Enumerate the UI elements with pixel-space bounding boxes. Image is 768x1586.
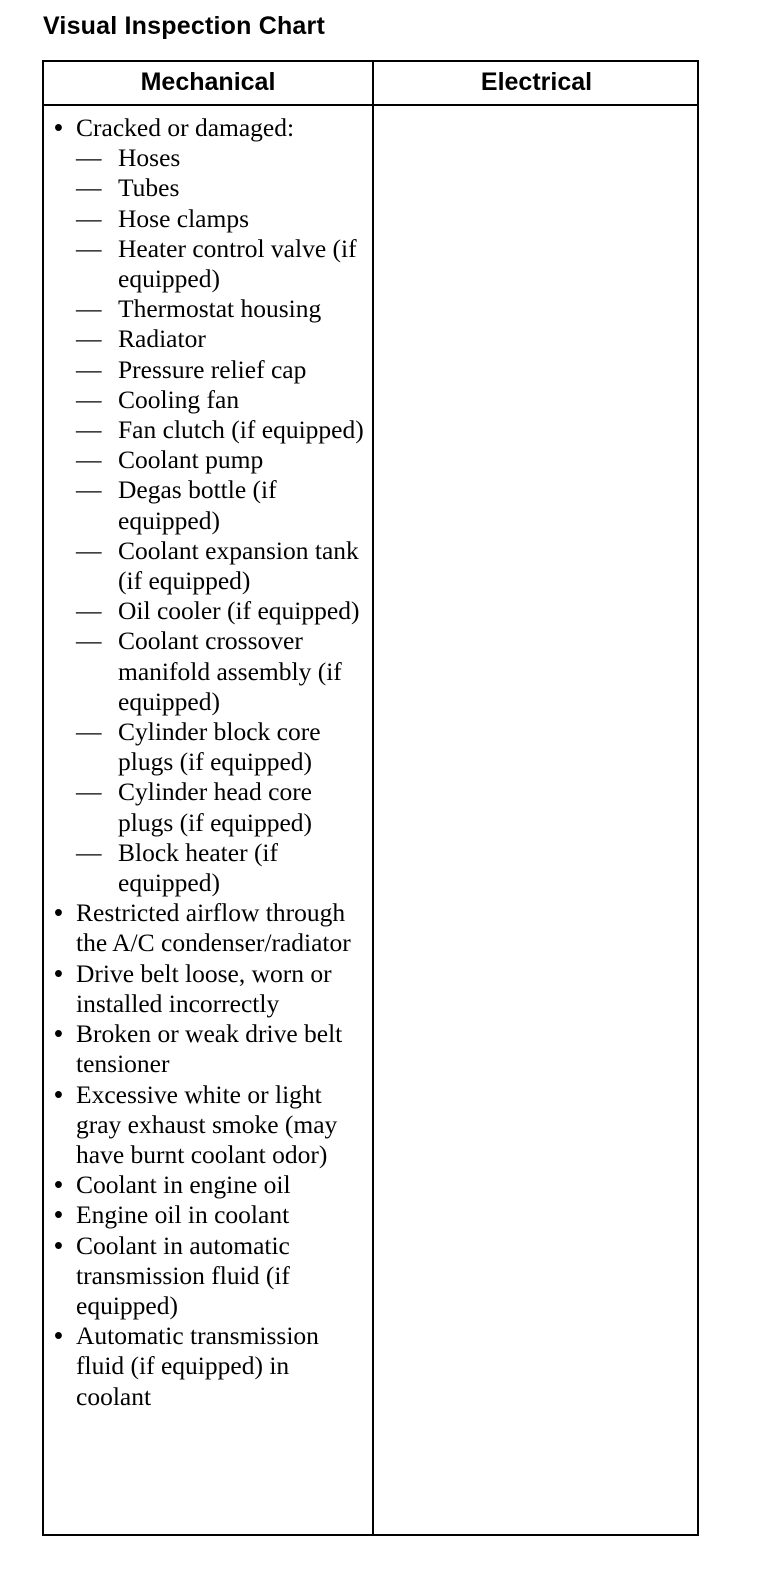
mechanical-subitem-text: Radiator — [118, 324, 206, 354]
mechanical-subitem-text: Block heater (if equipped) — [118, 837, 279, 898]
mechanical-subitem — [76, 626, 370, 717]
bullet-icon: • — [54, 899, 63, 928]
mechanical-item-text: Broken or weak drive belt tensioner — [76, 1019, 343, 1079]
mechanical-item-text: Coolant in engine oil — [76, 1170, 291, 1200]
mechanical-item — [52, 1200, 370, 1230]
mechanical-subitem — [76, 204, 370, 234]
mechanical-subitem — [76, 324, 370, 354]
dash-icon: — — [76, 445, 102, 475]
dash-icon: — — [76, 143, 102, 173]
mechanical-subitem — [76, 355, 370, 385]
table-header-row — [44, 62, 697, 106]
bullet-icon: • — [54, 1080, 63, 1109]
mechanical-item — [52, 1080, 370, 1171]
dash-icon: — — [76, 717, 102, 747]
bullet-icon: • — [54, 1231, 63, 1260]
mechanical-item — [52, 1170, 370, 1200]
mechanical-item — [52, 113, 370, 898]
mechanical-subitem-text: Tubes — [118, 173, 180, 203]
dash-icon: — — [76, 596, 102, 626]
mechanical-item — [52, 1321, 370, 1412]
page-title: Visual Inspection Chart — [43, 12, 325, 40]
mechanical-subitem-text: Heater control valve (if equipped) — [118, 233, 357, 294]
dash-icon: — — [76, 173, 102, 203]
mechanical-subitem — [76, 445, 370, 475]
mechanical-item-text: Automatic transmission fluid (if equipped) in coolant — [76, 1321, 319, 1411]
mechanical-subitem — [76, 475, 370, 535]
mechanical-item — [52, 1231, 370, 1322]
bullet-icon: • — [54, 1171, 63, 1200]
dash-icon: — — [76, 324, 102, 354]
mechanical-subitem-text: Cylinder head core plugs (if equipped) — [118, 777, 313, 837]
dash-icon: — — [76, 837, 102, 867]
mechanical-subitem — [76, 415, 370, 445]
dash-icon: — — [76, 294, 102, 324]
mechanical-subitem-text: Fan clutch (if equipped) — [118, 415, 364, 445]
mechanical-subitem-text: Thermostat housing — [118, 294, 322, 324]
dash-icon: — — [76, 777, 102, 807]
mechanical-subitem-text: Pressure relief cap — [118, 354, 307, 384]
mechanical-subitem — [76, 143, 370, 173]
mechanical-item-text: Cracked or damaged: — [76, 113, 295, 142]
mechanical-item-text: Coolant in automatic transmission fluid (if equipped) — [76, 1230, 290, 1320]
mechanical-item — [52, 898, 370, 958]
mechanical-sublist — [76, 143, 370, 898]
mechanical-subitem-text: Oil cooler (if equipped) — [118, 596, 360, 626]
dash-icon: — — [76, 535, 102, 565]
mechanical-subitem — [76, 536, 370, 596]
mechanical-subitem-text: Coolant pump — [118, 445, 264, 475]
mechanical-subitem — [76, 717, 370, 777]
bullet-icon: • — [54, 1322, 63, 1351]
mechanical-subitem-text: Cylinder block core plugs (if equipped) — [118, 717, 321, 777]
dash-icon: — — [76, 384, 102, 414]
mechanical-subitem-text: Degas bottle (if equipped) — [118, 475, 277, 535]
bullet-icon: • — [54, 1201, 63, 1230]
mechanical-subitem — [76, 777, 370, 837]
column-divider — [372, 62, 374, 1534]
dash-icon: — — [76, 415, 102, 445]
mechanical-subitem — [76, 294, 370, 324]
bullet-icon: • — [54, 114, 63, 142]
mechanical-subitem — [76, 596, 370, 626]
dash-icon: — — [76, 233, 102, 263]
dash-icon: — — [76, 203, 102, 233]
bullet-icon: • — [54, 959, 63, 988]
dash-icon: — — [76, 354, 102, 384]
dash-icon: — — [76, 475, 102, 505]
column-header-mechanical: Mechanical — [140, 68, 276, 96]
mechanical-subitem — [76, 385, 370, 415]
mechanical-subitem — [76, 173, 370, 203]
mechanical-subitem-text: Cooling fan — [118, 384, 240, 414]
mechanical-item-text: Drive belt loose, worn or installed incorrectly — [76, 958, 332, 1018]
mechanical-subitem — [76, 838, 370, 898]
mechanical-list — [52, 113, 370, 1412]
mechanical-item-text: Excessive white or light gray exhaust smoke (may have burnt coolant odor) — [76, 1079, 338, 1169]
visual-inspection-table — [42, 60, 699, 1536]
mechanical-subitem — [76, 234, 370, 294]
bullet-icon: • — [54, 1020, 63, 1049]
dash-icon: — — [76, 626, 102, 656]
column-header-electrical: Electrical — [480, 68, 593, 96]
mechanical-item-text: Engine oil in coolant — [76, 1200, 290, 1230]
mechanical-subitem-text: Hose clamps — [118, 203, 250, 233]
mechanical-subitem-text: Hoses — [118, 143, 181, 173]
mechanical-item — [52, 959, 370, 1019]
mechanical-subitem-text: Coolant expansion tank (if equipped) — [118, 535, 359, 596]
mechanical-item-text: Restricted airflow through the A/C condenser/radiator — [76, 898, 351, 958]
mechanical-item — [52, 1019, 370, 1079]
mechanical-subitem-text: Coolant crossover manifold assembly (if equipped) — [118, 626, 342, 716]
